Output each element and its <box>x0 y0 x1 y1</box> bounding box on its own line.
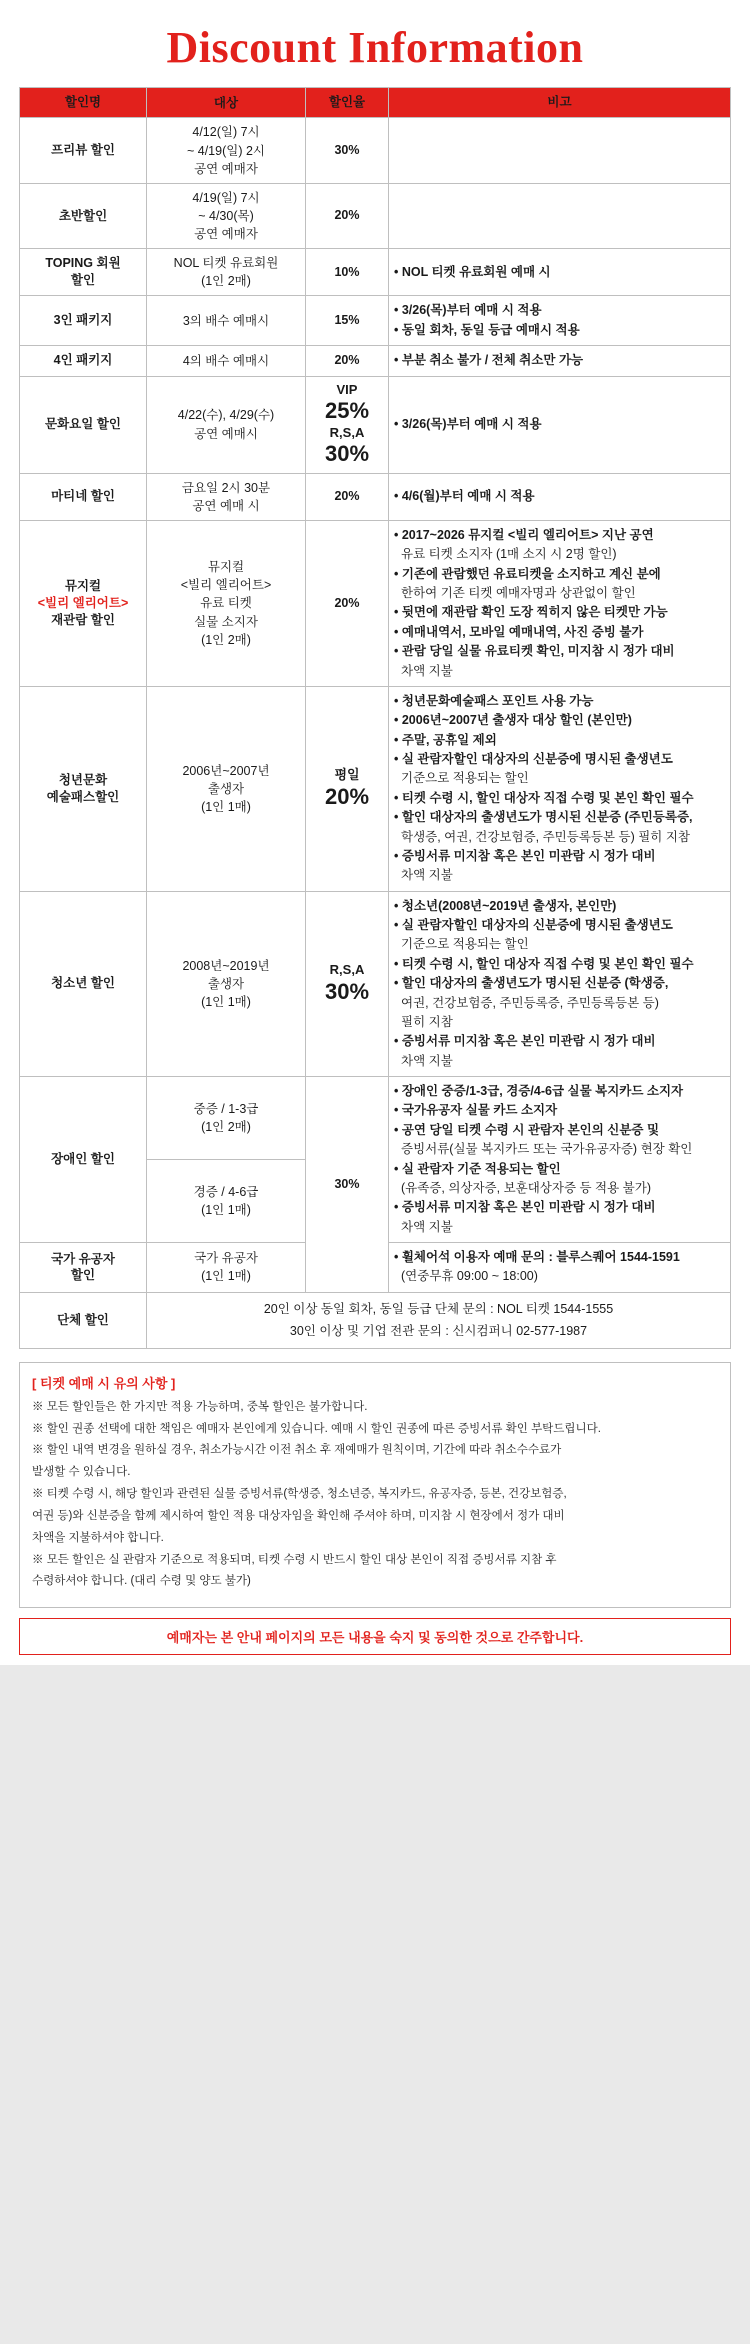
note-line: • 주말, 공휴일 제외 <box>394 732 497 747</box>
discount-target-cell: 2008년~2019년 출생자 (1인 1매) <box>147 891 306 1076</box>
discount-target-cell: 2006년~2007년 출생자 (1인 1매) <box>147 686 306 891</box>
notice-line: 수령하셔야 합니다. (대리 수령 및 양도 불가) <box>32 1575 251 1588</box>
rate-line: 30% <box>324 441 370 467</box>
note-line: • 티켓 수령 시, 할인 대상자 직접 수령 및 본인 확인 필수 <box>394 790 694 805</box>
discount-note-cell <box>389 118 731 183</box>
discount-target-cell: 국가 유공자 (1인 1매) <box>147 1243 306 1293</box>
table-row <box>20 296 731 346</box>
rate-line: R,S,A <box>329 424 365 440</box>
note-line: • 휠체어석 이용자 예매 문의 : 블루스퀘어 1544-1591 <box>394 1250 680 1265</box>
discount-name-cell: 3인 패키지 <box>20 296 147 346</box>
discount-note-cell <box>389 520 731 686</box>
table-row <box>20 686 731 891</box>
rate-line: 25% <box>324 398 370 424</box>
rate-line: R,S,A <box>329 962 365 978</box>
note-line: 20인 이상 동일 회차, 동일 등급 단체 문의 : NOL 티켓 1544-1555 <box>263 1301 614 1316</box>
note-line: • 공연 당일 티켓 수령 시 관람자 본인의 신분증 및 <box>394 1122 660 1137</box>
note-line: • 티켓 수령 시, 할인 대상자 직접 수령 및 본인 확인 필수 <box>394 956 694 971</box>
discount-note-cell <box>389 1077 731 1243</box>
column-header-note: 비고 <box>389 88 731 118</box>
note-line: • 기존에 관람했던 유료티켓을 소지하고 계신 분에 <box>394 566 661 581</box>
note-line: • 2006년~2007년 출생자 대상 할인 (본인만) <box>394 713 632 728</box>
column-header-target: 대상 <box>147 88 306 118</box>
notice-heading: [ 티켓 예매 시 유의 사항 ] <box>32 1375 176 1391</box>
note-line: 차액 지불 <box>401 663 453 678</box>
notice-line: ※ 모든 할인은 실 관람자 기준으로 적용되며, 티켓 수령 시 반드시 할인 대상 본인이 직접 증빙서류 지참 후 <box>32 1553 557 1566</box>
table-row <box>20 183 731 248</box>
discount-note-cell <box>389 346 731 376</box>
discount-note-cell <box>389 686 731 891</box>
note-line: 한하여 기존 티켓 예매자명과 상관없이 할인 <box>401 586 636 601</box>
discount-target-cell: 4의 배수 예매시 <box>147 346 306 376</box>
discount-target-cell: 금요일 2시 30분 공연 예매 시 <box>147 473 306 520</box>
discount-name-cell: 마티네 할인 <box>20 473 147 520</box>
rate-line: 30% <box>324 978 370 1004</box>
table-row <box>20 473 731 520</box>
table-row <box>20 249 731 296</box>
discount-rate-cell: 10% <box>306 249 389 296</box>
column-header-rate: 할인율 <box>306 88 389 118</box>
table-row <box>20 1077 731 1160</box>
discount-rate-cell: 20% <box>306 346 389 376</box>
table-row <box>20 891 731 1076</box>
notice-line: ※ 할인 내역 변경을 원하실 경우, 취소가능시간 이전 취소 후 재예매가 원칙이며, 기간에 따라 취소수수료가 <box>32 1444 562 1457</box>
note-line: • 증빙서류 미지참 혹은 본인 미관람 시 정가 대비 <box>394 1034 656 1049</box>
notice-line: 차액을 지불하셔야 합니다. <box>32 1531 164 1544</box>
discount-name-cell <box>20 520 147 686</box>
discount-name-cell: 4인 패키지 <box>20 346 147 376</box>
table-row <box>20 346 731 376</box>
discount-note-cell <box>389 296 731 346</box>
discount-target-cell: 3의 배수 예매시 <box>147 296 306 346</box>
note-line: 필히 지참 <box>401 1014 453 1029</box>
discount-name-line: <빌리 엘리어트> <box>37 596 129 610</box>
page-title: Discount Information <box>166 23 584 72</box>
discount-target-cell: 경증 / 4-6급 (1인 1매) <box>147 1160 306 1243</box>
table-head <box>20 88 731 118</box>
note-line: 학생증, 여권, 건강보험증, 주민등록등본 등) 필히 지참 <box>401 829 690 844</box>
note-line: 기준으로 적용되는 할인 <box>401 937 529 952</box>
note-line: • 할인 대상자의 출생년도가 명시된 신분증 (학생증, <box>394 976 669 991</box>
table-header-row <box>20 88 731 118</box>
discount-rate-cell: 20% <box>306 183 389 248</box>
discount-table <box>19 87 731 1349</box>
note-line: 차액 지불 <box>401 1053 453 1068</box>
discount-name-cell: 청년문화 예술패스할인 <box>20 686 147 891</box>
discount-name-cell: 청소년 할인 <box>20 891 147 1076</box>
note-line: • NOL 티켓 유료회원 예매 시 <box>394 264 551 279</box>
discount-name-line: 뮤지컬 <box>64 579 102 594</box>
discount-target-cell: 4/19(일) 7시 ~ 4/30(목) 공연 예매자 <box>147 183 306 248</box>
note-line: • 예매내역서, 모바일 예매내역, 사진 증빙 불가 <box>394 624 644 639</box>
note-line: 유료 티켓 소지자 (1매 소지 시 2명 할인) <box>401 547 617 562</box>
discount-name-cell: TOPING 회원 할인 <box>20 249 147 296</box>
discount-rate-cell <box>306 686 389 891</box>
table-row <box>20 520 731 686</box>
discount-target-cell: 4/22(수), 4/29(수) 공연 예매시 <box>147 376 306 473</box>
discount-name-cell: 프리뷰 할인 <box>20 118 147 183</box>
note-line: 기준으로 적용되는 할인 <box>401 771 529 786</box>
discount-note-cell <box>389 473 731 520</box>
table-row <box>20 1292 731 1348</box>
discount-name-cell: 초반할인 <box>20 183 147 248</box>
discount-rate-cell: 30% <box>306 118 389 183</box>
note-line: (유족증, 의상자증, 보훈대상자증 등 적용 불가) <box>401 1180 651 1195</box>
discount-name-cell: 국가 유공자 할인 <box>20 1243 147 1293</box>
rate-line: VIP <box>336 381 358 397</box>
table-row <box>20 118 731 183</box>
discount-name-cell: 문화요일 할인 <box>20 376 147 473</box>
notice-line: ※ 모든 할인들은 한 가지만 적용 가능하며, 중복 할인은 불가합니다. <box>32 1400 368 1413</box>
note-line: • 실 관람자할인 대상자의 신분증에 명시된 출생년도 <box>394 752 673 767</box>
notice-line: 발생할 수 있습니다. <box>32 1466 131 1479</box>
discount-target-cell: NOL 티켓 유료회원 (1인 2매) <box>147 249 306 296</box>
note-line: 차액 지불 <box>401 868 453 883</box>
note-line: 30인 이상 및 기업 전관 문의 : 신시컴퍼니 02-577-1987 <box>289 1324 588 1339</box>
table-body <box>20 118 731 1348</box>
discount-note-cell <box>389 183 731 248</box>
note-line: • 관람 당일 실물 유료티켓 확인, 미지참 시 정가 대비 <box>394 644 675 659</box>
notice-box <box>19 1362 731 1608</box>
discount-rate-cell: 20% <box>306 520 389 686</box>
rate-line: 평일 <box>334 767 360 783</box>
note-line: • 증빙서류 미지참 혹은 본인 미관람 시 정가 대비 <box>394 848 656 863</box>
note-line: • 실 관람자할인 대상자의 신분증에 명시된 출생년도 <box>394 918 673 933</box>
discount-target-cell: 중증 / 1-3급 (1인 2매) <box>147 1077 306 1160</box>
column-header-name: 할인명 <box>20 88 147 118</box>
notice-line: 여권 등)와 신분증을 함께 제시하여 할인 적용 대상자임을 확인해 주셔야 하며, 미지참 시 현장에서 정가 대비 <box>32 1509 565 1522</box>
discount-rate-cell <box>306 891 389 1076</box>
note-line: • 부분 취소 불가 / 전체 취소만 가능 <box>394 353 584 368</box>
rate-line: 20% <box>324 783 370 809</box>
note-line: • 3/26(목)부터 예매 시 적용 <box>394 416 542 431</box>
discount-rate-cell: 20% <box>306 473 389 520</box>
discount-rate-cell <box>306 376 389 473</box>
note-line: 증빙서류(실물 복지카드 또는 국가유공자증) 현장 확인 <box>401 1142 693 1157</box>
discount-note-cell <box>389 891 731 1076</box>
discount-target-cell: 4/12(일) 7시 ~ 4/19(일) 2시 공연 예매자 <box>147 118 306 183</box>
discount-target-cell: 뮤지컬 <빌리 엘리어트> 유료 티켓 실물 소지자 (1인 2매) <box>147 520 306 686</box>
note-line: • 청년문화예술패스 포인트 사용 가능 <box>394 693 594 708</box>
notice-lines <box>32 1399 718 1591</box>
note-line: (연중무휴 09:00 ~ 18:00) <box>401 1269 538 1284</box>
discount-name-cell: 단체 할인 <box>20 1292 147 1348</box>
discount-note-cell <box>389 376 731 473</box>
agreement-bar: 예매자는 본 안내 페이지의 모든 내용을 숙지 및 동의한 것으로 간주합니다. <box>19 1618 731 1655</box>
notice-line: ※ 할인 권종 선택에 대한 책임은 예매자 본인에게 있습니다. 예매 시 할인 권종에 따른 증빙서류 확인 부탁드립니다. <box>32 1422 601 1435</box>
discount-name-line: 재관람 할인 <box>51 612 115 627</box>
discount-rate-cell: 15% <box>306 296 389 346</box>
note-line: 여권, 건강보험증, 주민등록증, 주민등록등본 등) <box>401 995 659 1010</box>
notice-line: ※ 티켓 수령 시, 해당 할인과 관련된 실물 증빙서류(학생증, 청소년증, 복지카드, 유공자증, 등본, 건강보험증, <box>32 1488 567 1501</box>
note-line: 차액 지불 <box>401 1219 453 1234</box>
note-line: • 장애인 중증/1-3급, 경증/4-6급 실물 복지카드 소지자 <box>394 1084 684 1099</box>
group-discount-note <box>147 1292 731 1348</box>
note-line: • 3/26(목)부터 예매 시 적용 <box>394 303 542 318</box>
discount-note-cell <box>389 249 731 296</box>
note-line: • 뒷면에 재관람 확인 도장 찍히지 않은 티켓만 가능 <box>394 605 668 620</box>
note-line: • 실 관람자 기준 적용되는 할인 <box>394 1161 561 1176</box>
discount-note-cell <box>389 1243 731 1293</box>
table-row <box>20 376 731 473</box>
discount-rate-cell: 30% <box>306 1077 389 1293</box>
note-line: • 4/6(월)부터 예매 시 적용 <box>394 489 535 504</box>
discount-name-cell: 장애인 할인 <box>20 1077 147 1243</box>
note-line: • 국가유공자 실물 카드 소지자 <box>394 1103 558 1118</box>
note-line: • 2017~2026 뮤지컬 <빌리 엘리어트> 지난 공연 <box>394 527 654 542</box>
note-line: • 할인 대상자의 출생년도가 명시된 신분증 (주민등록증, <box>394 810 693 825</box>
note-line: • 동일 회차, 동일 등급 예매시 적용 <box>394 322 580 337</box>
note-line: • 증빙서류 미지참 혹은 본인 미관람 시 정가 대비 <box>394 1200 656 1215</box>
note-line: • 청소년(2008년~2019년 출생자, 본인만) <box>394 898 617 913</box>
